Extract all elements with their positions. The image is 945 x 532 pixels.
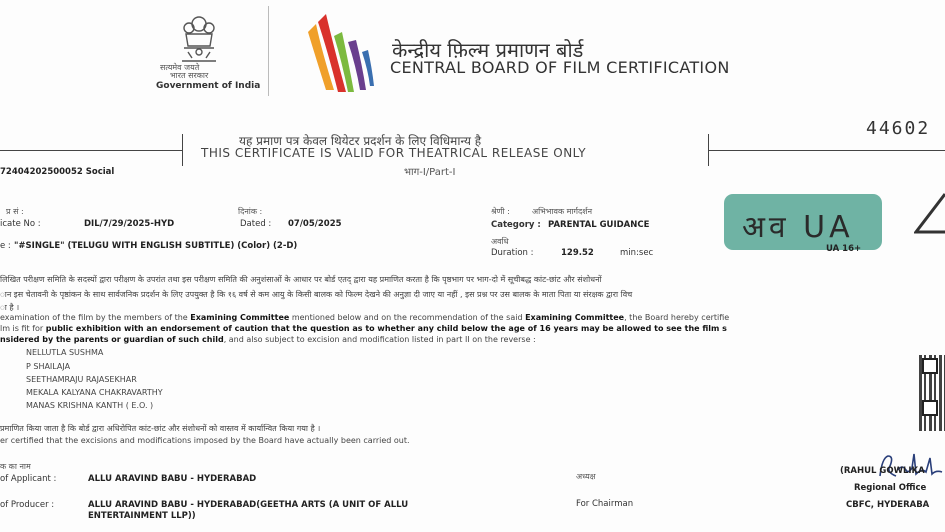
certificate-number: 44602 <box>866 118 931 139</box>
date-label: Dated : <box>240 219 272 229</box>
body-hindi-line-1: लिखित परीक्षण समिति के सदस्यों द्वारा परीक्षण के उपरांत तथा इस परीक्षण समिति की अनुशंसाओं के आधार पर बोर्ड एतद् द्वारा यह प्रमाणित करता है कि पृष्ठभाग पर भाग-दो में सूचीबद्ध कांट-छांट और संशोधनों <box>0 275 602 284</box>
for-chairman: For Chairman <box>576 499 634 509</box>
qr-finder-top <box>922 358 938 374</box>
rating-subtext: UA 16+ <box>826 244 862 254</box>
chairman-hindi: अध्यक्ष <box>576 472 596 481</box>
validity-english: THIS CERTIFICATE IS VALID FOR THEATRICAL RELEASE ONLY <box>201 146 587 160</box>
header-divider <box>268 6 269 96</box>
gov-english: Government of India <box>156 81 261 91</box>
validity-hindi: यह प्रमाण पत्र केवल थियेटर प्रदर्शन के लिए विधिमान्य है <box>239 134 482 148</box>
board-name-english: CENTRAL BOARD OF FILM CERTIFICATION <box>390 58 730 77</box>
category-value-hindi: अभिभावक मार्गदर्शन <box>532 207 593 216</box>
producer-value-line-1: ALLU ARAVIND BABU - HYDERABAD(GEETHA ARTS (A UNIT OF ALLU <box>88 500 409 510</box>
applicant-label: of Applicant : <box>0 474 57 484</box>
duration-value: 129.52 <box>561 248 594 258</box>
body-hindi-line-3: ा है । <box>0 303 20 312</box>
part-label: भाग-I/Part-I <box>404 167 456 178</box>
banner-line-left <box>0 150 182 151</box>
national-emblem-icon <box>172 14 226 66</box>
cert-label-hindi: प्र सं : <box>6 207 24 216</box>
producer-label: of Producer : <box>0 500 55 510</box>
committee-member: P SHAILAJA <box>26 362 71 371</box>
category-value: PARENTAL GUIDANCE <box>548 220 650 230</box>
banner-line-right <box>708 150 945 151</box>
category-label-hindi: श्रेणी : <box>491 207 510 216</box>
body-english-line-3: nsidered by the parents or guardian of such child, and also subject to excision and modification listed in part II on the reverse : <box>0 335 536 344</box>
committee-member: SEETHAMRAJU RAJASEKHAR <box>26 375 137 384</box>
committee-member: MEKALA KALYANA CHAKRAVARTHY <box>26 388 163 397</box>
committee-member: NELLUTLA SUSHMA <box>26 348 104 357</box>
footer-english-certify: er certified that the excisions and modifications imposed by the Board have actually been carried out. <box>0 436 410 445</box>
gov-hindi-motto: सत्यमेव जयते <box>160 63 200 72</box>
officer-title: Regional Office <box>854 483 927 493</box>
officer-place: CBFC, HYDERABA <box>846 500 930 510</box>
duration-label-hindi: अवधि <box>491 237 509 246</box>
title-label: e : <box>0 241 11 251</box>
date-value: 07/05/2025 <box>288 219 342 229</box>
footer-hindi-certify: प्रमाणित किया जाता है कि बोर्ड द्वारा अधिरोपित कांट-छांट और संशोधनों को वास्तव में कार्यान्वित किया गया है । <box>0 424 321 433</box>
cert-value: DIL/7/29/2025-HYD <box>84 219 175 229</box>
duration-unit: min:sec <box>620 248 654 258</box>
applicant-value: ALLU ARAVIND BABU - HYDERABAD <box>88 474 257 484</box>
reference-number: 72404202500052 Social <box>0 167 115 177</box>
signature-icon <box>874 448 945 482</box>
producer-value-line-2: ENTERTAINMENT LLP)) <box>88 511 196 521</box>
cbfc-logo-icon <box>304 12 384 94</box>
date-label-hindi: दिनांक : <box>238 207 263 216</box>
cert-label: icate No : <box>0 219 41 229</box>
banner-tick-left <box>182 134 183 166</box>
film-title: "#SINGLE" (TELUGU WITH ENGLISH SUBTITLE) (Color) (2-D) <box>14 241 298 251</box>
committee-member: MANAS KRISHNA KANTH ( E.O. ) <box>26 401 154 410</box>
officer-name: (RAHUL GOWLIKA <box>840 466 925 476</box>
board-name-hindi: केन्द्रीय फ़िल्म प्रमाणन बोर्ड <box>392 38 584 62</box>
gov-hindi: भारत सरकार <box>170 71 209 80</box>
body-english-line-1: examination of the film by the members of the Examining Committee mentioned below and on the recommendation of the said Examining Committee, the Board hereby certifie <box>0 313 730 322</box>
qr-finder-bottom <box>922 400 938 416</box>
rating-badge-text: अव UA <box>742 210 854 245</box>
warning-triangle-icon <box>914 192 945 236</box>
applicant-label-hindi: क का नाम <box>0 462 31 471</box>
category-label: Category : <box>491 220 541 230</box>
duration-label: Duration : <box>491 248 534 258</box>
body-english-line-2: lm is fit for public exhibition with an endorsement of caution that the question as to whether any child below the age of 16 years may be allowed to see the film s <box>0 324 727 333</box>
body-hindi-line-2: ान इस चेतावनी के पृष्ठांकन के साथ सार्वजनिक प्रदर्शन के लिए उपयुक्त है कि १६ वर्ष से कम आयु के किसी बालक को फिल्म देखने की अनुज्ञा दी जाए या नहीं , इस प्रश्न पर उस बालक के माता पिता या संरक्षक द्वारा विच <box>0 290 633 299</box>
